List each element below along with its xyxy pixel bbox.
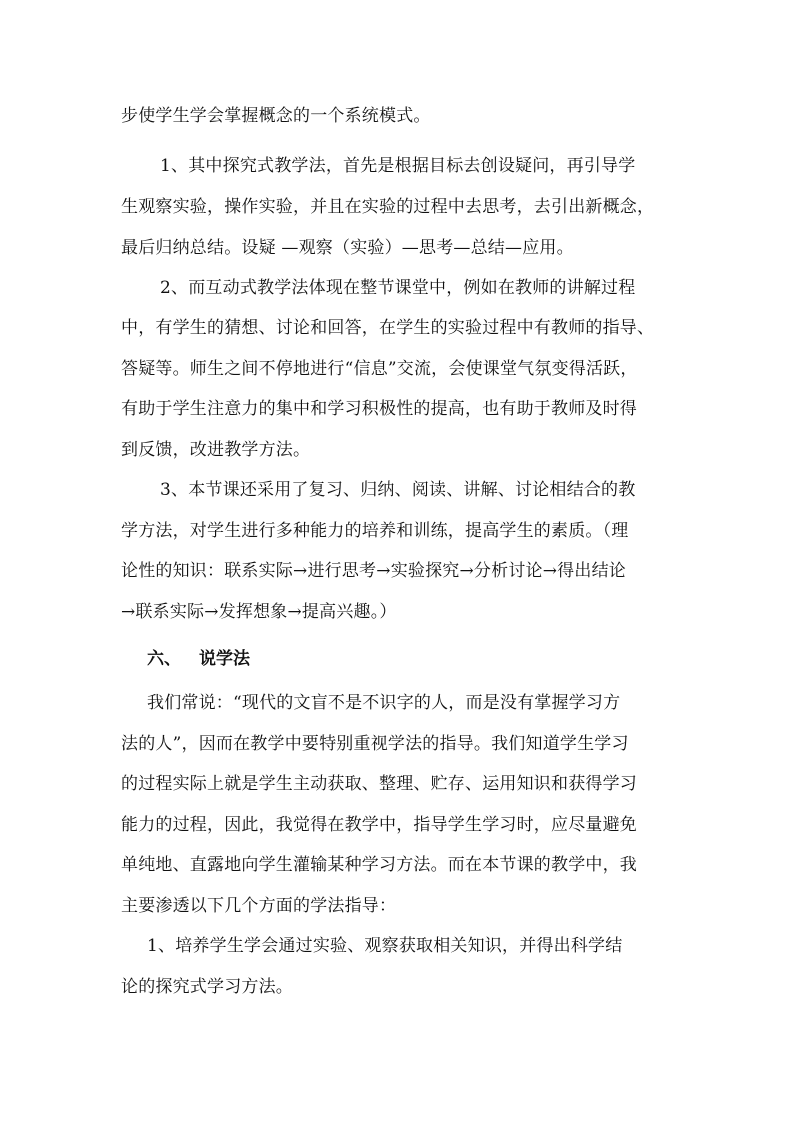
section-number: 六、 xyxy=(147,649,181,669)
text-line: 1、培养学生学会通过实验、观察获取相关知识，并得出科学结 xyxy=(147,936,623,956)
text-line: 我们常说：“现代的文盲不是不识字的人，而是没有掌握学习方 xyxy=(147,693,621,713)
text-line: 能力的过程，因此，我觉得在教学中，指导学生学习时，应尽量避免 xyxy=(121,815,637,835)
text-line: 中，有学生的猜想、讨论和回答，在学生的实验过程中有教师的指导、 xyxy=(121,318,655,338)
text-line: 生观察实验，操作实验，并且在实验的过程中去思考，去引出新概念， xyxy=(121,197,655,217)
text-line: 法的人”，因而在教学中要特别重视学法的指导。我们知道学生学习 xyxy=(121,734,629,754)
text-line: 答疑等。师生之间不停地进行“信息”交流，会使课堂气氛变得活跃， xyxy=(121,359,638,379)
text-line: 有助于学生注意力的集中和学习积极性的提高，也有助于教师及时得 xyxy=(121,399,637,419)
text-line: 论的探究式学习方法。 xyxy=(121,977,293,997)
text-line: 学方法，对学生进行多种能力的培养和训练，提高学生的素质。（理 xyxy=(121,521,629,541)
text-line: 单纯地、直露地向学生灌输某种学习方法。而在本节课的教学中，我 xyxy=(121,855,637,875)
text-line: 1、其中探究式教学法，首先是根据目标去创设疑问，再引导学 xyxy=(160,156,636,176)
text-line: 主要渗透以下几个方面的学法指导： xyxy=(121,896,397,916)
text-line: 最后归纳总结。设疑 —观察（实验）—思考—总结—应用。 xyxy=(121,238,574,258)
text-line: 2、而互动式教学法体现在整节课堂中，例如在教师的讲解过程 xyxy=(160,278,636,298)
text-line: 3、本节课还采用了复习、归纳、阅读、讲解、讨论相结合的教 xyxy=(160,480,636,500)
section-heading xyxy=(147,648,250,670)
section-title: 说学法 xyxy=(199,649,250,669)
text-line: →联系实际→发挥想象→提高兴趣。） xyxy=(121,602,397,622)
text-line: 步使学生学会掌握概念的一个系统模式。 xyxy=(121,106,431,126)
text-line: 的过程实际上就是学生主动获取、整理、贮存、运用知识和获得学习 xyxy=(121,774,637,794)
text-line: 到反馈，改进教学方法。 xyxy=(121,440,311,460)
text-line: 论性的知识：联系实际→进行思考→实验探究→分析讨论→得出结论 xyxy=(121,561,626,581)
